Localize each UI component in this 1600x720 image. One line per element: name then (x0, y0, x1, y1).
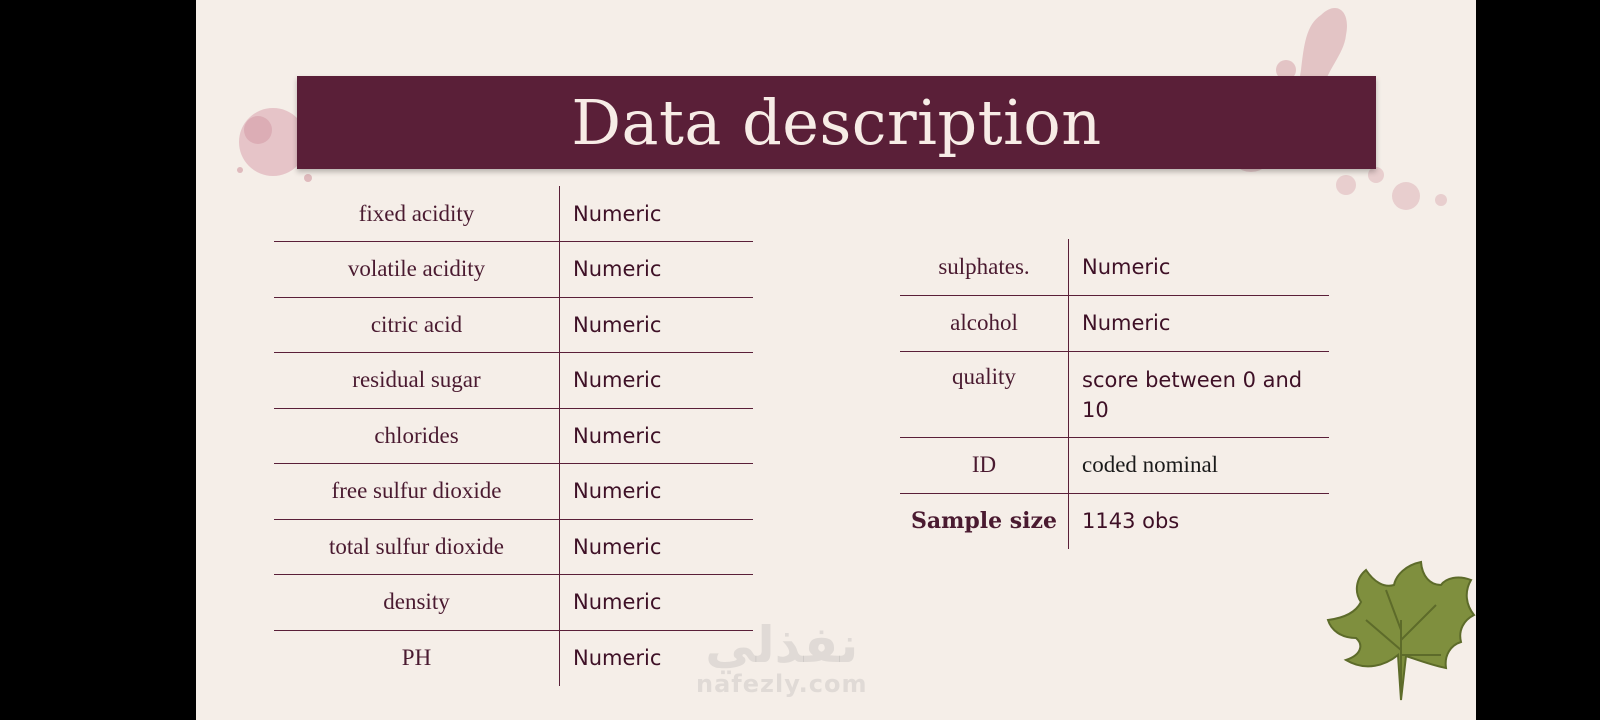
table-row (900, 295, 1329, 351)
variable-type: 1143 obs (1082, 509, 1180, 534)
table-row (274, 242, 753, 298)
variable-name: chlorides (274, 408, 560, 464)
variable-name: sulphates. (900, 239, 1069, 295)
variable-name: free sulfur dioxide (274, 464, 560, 520)
table-row (274, 408, 753, 464)
variable-name: density (274, 575, 560, 631)
variable-type: Numeric (560, 408, 754, 464)
variable-type: Numeric (1069, 239, 1330, 295)
variable-type: Numeric (560, 297, 754, 353)
variable-type: Numeric (560, 575, 754, 631)
variable-name: alcohol (900, 295, 1069, 351)
watermark-arabic: نفذلي (705, 616, 859, 674)
table-row (900, 239, 1329, 295)
variable-name: quality (900, 351, 1069, 437)
variable-type: score between 0 and 10 (1069, 351, 1330, 437)
table-row (274, 464, 753, 520)
slide-title: Data description (571, 86, 1102, 159)
variable-name: citric acid (274, 297, 560, 353)
variable-type: Numeric (1069, 295, 1330, 351)
variable-name: Sample size (900, 493, 1069, 549)
table-row (274, 353, 753, 409)
title-bar (297, 76, 1376, 169)
slide (196, 0, 1476, 720)
table-row (274, 519, 753, 575)
right-variable-table (900, 239, 1329, 549)
variable-name: ID (900, 437, 1069, 493)
variable-type: Numeric (560, 519, 754, 575)
table-row (274, 186, 753, 242)
table-row (274, 575, 753, 631)
table-row (274, 297, 753, 353)
grape-leaf-icon (1326, 560, 1476, 710)
table-row (274, 630, 753, 686)
variable-name: volatile acidity (274, 242, 560, 298)
variable-type: Numeric (573, 646, 662, 670)
variable-type: Numeric (560, 464, 754, 520)
variable-name: PH (274, 630, 560, 686)
watermark-latin: nafezly.com (696, 670, 868, 698)
watermark (696, 616, 868, 698)
variable-name: total sulfur dioxide (274, 519, 560, 575)
table-row (900, 493, 1329, 549)
variable-type: Numeric (560, 186, 754, 242)
variable-name: fixed acidity (274, 186, 560, 242)
variable-type: Numeric (560, 242, 754, 298)
variable-type: coded nominal (1069, 437, 1330, 493)
table-row (900, 437, 1329, 493)
table-row (900, 351, 1329, 437)
left-variable-table (274, 186, 753, 686)
variable-name: residual sugar (274, 353, 560, 409)
variable-type: Numeric (560, 353, 754, 409)
